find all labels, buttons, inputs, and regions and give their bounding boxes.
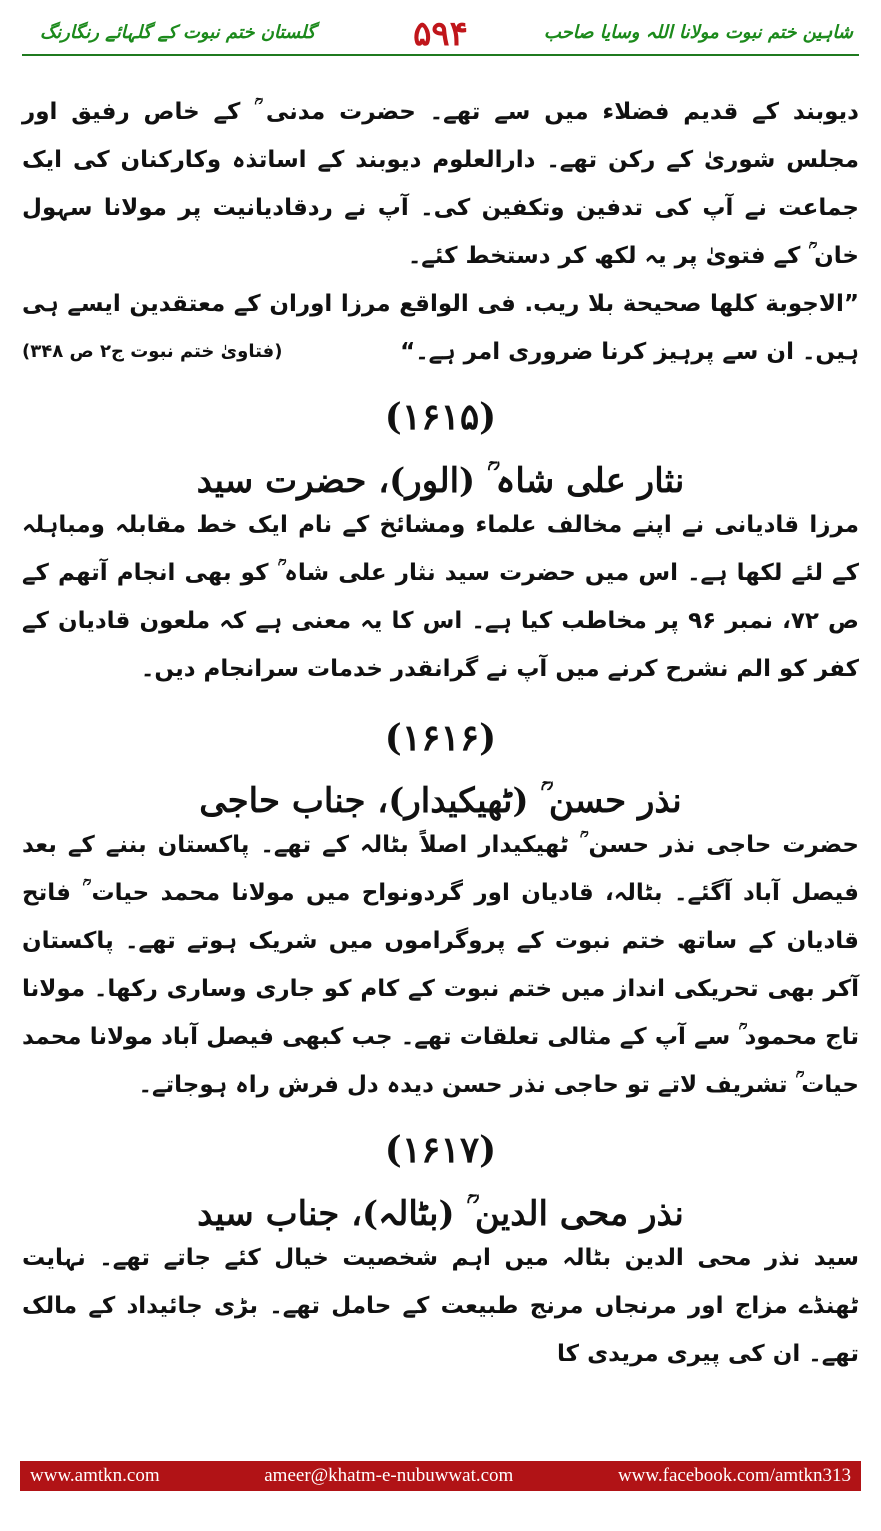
- entry-number-1617: (۱۶۱۷): [384, 1129, 497, 1171]
- intro-paragraph: دیوبند کے قدیم فضلاء میں سے تھے۔ حضرت مدنی ؒ کے خاص رفیق اور مجلس شوریٰ کے رکن تھے۔ دارالعلوم دیوبند کے اساتذہ وکارکنان کی ایک جماعت نے آپ کی تدفین وتکفین کی۔ آپ نے ردقادیانیت پر مولانا سہول خان ؒ کے فتویٰ پر یہ لکھ کر دستخط کئے۔: [22, 99, 859, 269]
- quote-text: ”الاجوبة کلها صحیحة بلا ریب. فی الواقع مرزا اوران کے معتقدین ایسے ہی ہیں۔ ان سے پرہیز کرنا ضروری امر ہے۔“: [22, 291, 859, 365]
- footer-email-link[interactable]: ameer@khatm-e-nubuwwat.com: [264, 1465, 514, 1486]
- quote-reference: (فتاویٰ ختم نبوت ج۲ ص ۳۴۸): [22, 341, 283, 362]
- entry-title-1617: نذر محی الدین ؒ (بٹالہ)، جناب سید: [197, 1194, 684, 1234]
- entry-title-1615: نثار علی شاہ ؒ (الور)، حضرت سید: [196, 461, 685, 501]
- entry-number-1616: (۱۶۱۶): [384, 717, 497, 759]
- header-author-title: شاہین ختم نبوت مولانا اللہ وسایا صاحب: [543, 22, 853, 43]
- footer-facebook-link[interactable]: www.facebook.com/amtkn313: [617, 1465, 851, 1486]
- header-book-title: گلستان ختم نبوت کے گلہائے رنگارنگ: [40, 22, 316, 43]
- entry-title-1616: نذر حسن ؒ (ٹھیکیدار)، جناب حاجی: [199, 781, 682, 821]
- entry-number-1615: (۱۶۱۵): [384, 396, 497, 438]
- quote-paragraph: [22, 280, 859, 376]
- entry-body-1617: سید نذر محی الدین بٹالہ میں اہم شخصیت خیال کئے جاتے تھے۔ نہایت ٹھنڈے مزاج اور مرنجاں مرنج طبیعت کے حامل تھے۔ بڑی جائیداد کے مالک تھے۔ ان کی پیری مریدی کا: [22, 1245, 859, 1367]
- page-header: [22, 14, 859, 56]
- entry-body-1615: مرزا قادیانی نے اپنے مخالف علماء ومشائخ کے نام ایک خط مقابلہ ومباہلہ کے لئے لکھا ہے۔ اس میں حضرت سید نثار علی شاہ ؒ کو بھی انجام آتھم کے ص ۷۲، نمبر ۹۶ پر مخاطب کیا ہے۔ اس کا یہ معنی ہے کہ ملعون قادیان کے کفر کو الم نشرح کرنے میں آپ نے گرانقدر خدمات سرانجام دیں۔: [22, 512, 859, 682]
- page-content: [22, 88, 859, 1378]
- entry-body-1616: حضرت حاجی نذر حسن ؒ ٹھیکیدار اصلاً بٹالہ کے تھے۔ پاکستان بننے کے بعد فیصل آباد آگئے۔ بٹالہ، قادیان اور گردونواح میں مولانا محمد حیات ؒ فاتح قادیان کے ساتھ ختم نبوت کے پروگراموں میں شریک ہوتے تھے۔ پاکستان آکر بھی تحریکی انداز میں ختم نبوت کے کام کو جاری وساری رکھا۔ مولانا تاج محمود ؒ سے آپ کے مثالی تعلقات تھے۔ جب کبھی فیصل آباد مولانا محمد حیات ؒ تشریف لاتے تو حاجی نذر حسن دیدہ دل فرش راہ ہوجاتے۔: [22, 832, 859, 1098]
- page-footer: [20, 1461, 861, 1491]
- footer-website-link[interactable]: www.amtkn.com: [30, 1465, 160, 1486]
- page-number: ۵۹۴: [413, 14, 468, 54]
